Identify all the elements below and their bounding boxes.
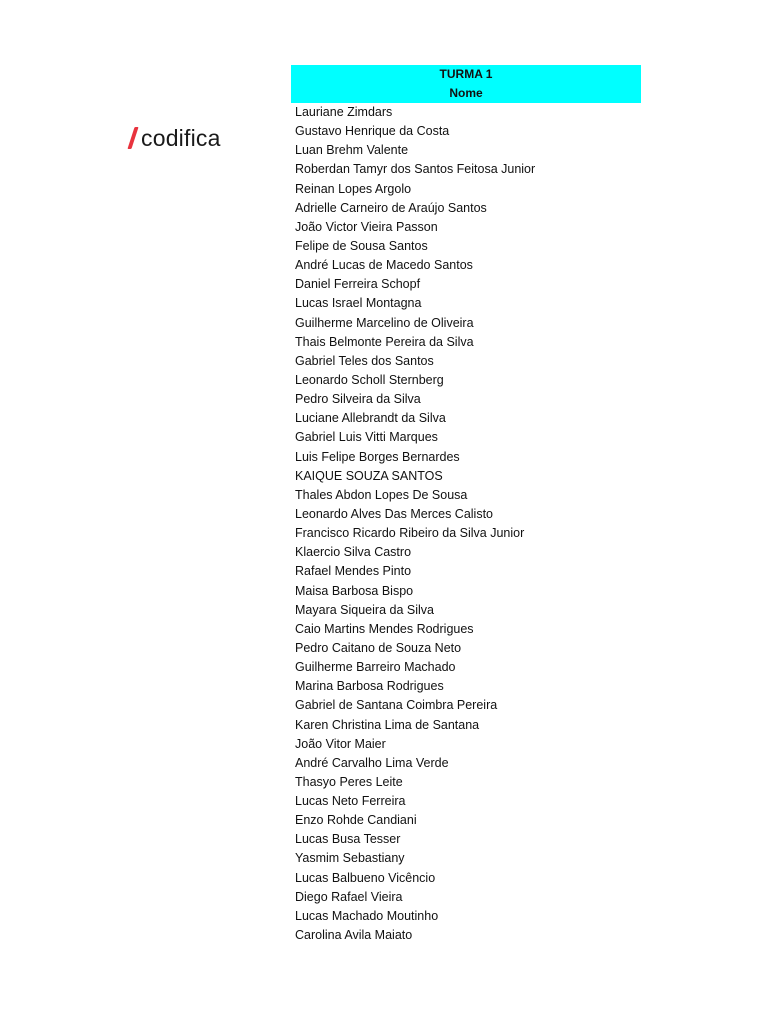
table-row: Enzo Rohde Candiani [295,813,417,828]
table-row: Lucas Machado Moutinho [295,908,439,923]
codifica-logo [131,122,221,154]
table-row: André Lucas de Macedo Santos [295,258,473,273]
table-row: Guilherme Barreiro Machado [295,660,456,675]
table-row: Gabriel Teles dos Santos [295,353,434,368]
table-row: Thais Belmonte Pereira da Silva [295,334,474,349]
table-row: Rafael Mendes Pinto [295,564,412,579]
table-row: Thasyo Peres Leite [295,774,403,789]
table-row: Diego Rafael Vieira [295,889,403,904]
table-row: Luan Brehm Valente [295,143,409,158]
table-row: João Victor Vieira Passon [295,219,438,234]
table-row: Lucas Neto Ferreira [295,794,406,809]
class-title: TURMA 1 [439,67,493,81]
table-row: Gabriel de Santana Coimbra Pereira [295,698,498,713]
table-row: Yasmim Sebastiany [295,851,405,866]
table-row: Leonardo Scholl Sternberg [295,372,444,387]
table-row: Daniel Ferreira Schopf [295,277,421,292]
table-row: Lauriane Zimdars [295,105,393,119]
table-row: KAIQUE SOUZA SANTOS [295,468,443,483]
logo-text: codifica [141,124,221,151]
table-row: João Vitor Maier [295,736,386,751]
table-row: Felipe de Sousa Santos [295,238,428,253]
column-header-name: Nome [449,86,483,100]
table-row: Francisco Ricardo Ribeiro da Silva Junior [295,526,525,541]
table-row: Karen Christina Lima de Santana [295,717,480,732]
table-row: Caio Martins Mendes Rodrigues [295,621,474,636]
table-row: Reinan Lopes Argolo [295,181,412,196]
table-row: Maisa Barbosa Bispo [295,583,414,598]
table-row: Pedro Silveira da Silva [295,392,421,407]
table-row: Gabriel Luis Vitti Marques [295,430,438,445]
table-row: Roberdan Tamyr dos Santos Feitosa Junior [295,162,536,177]
names-list [291,103,641,945]
table-row: Lucas Balbueno Vicêncio [295,870,436,885]
table-row: Mayara Siqueira da Silva [295,602,434,617]
logo-slash-mark [127,127,138,149]
table-row: Pedro Caitano de Souza Neto [295,640,462,655]
table-row: Marina Barbosa Rodrigues [295,679,444,694]
table-row: Thales Abdon Lopes De Sousa [295,487,468,502]
table-header [291,65,641,103]
table-row: Luciane Allebrandt da Silva [295,411,446,426]
table-row: André Carvalho Lima Verde [295,755,449,770]
table-row: Lucas Israel Montagna [295,296,422,311]
table-row: Adrielle Carneiro de Araújo Santos [295,200,487,215]
table-row: Klaercio Silva Castro [295,545,412,560]
student-list-table [291,65,641,945]
table-row: Guilherme Marcelino de Oliveira [295,315,474,330]
table-row: Leonardo Alves Das Merces Calisto [295,506,494,521]
table-row: Gustavo Henrique da Costa [295,124,450,139]
table-row: Luis Felipe Borges Bernardes [295,449,460,464]
table-row: Lucas Busa Tesser [295,832,401,847]
table-row: Carolina Avila Maiato [295,928,413,943]
